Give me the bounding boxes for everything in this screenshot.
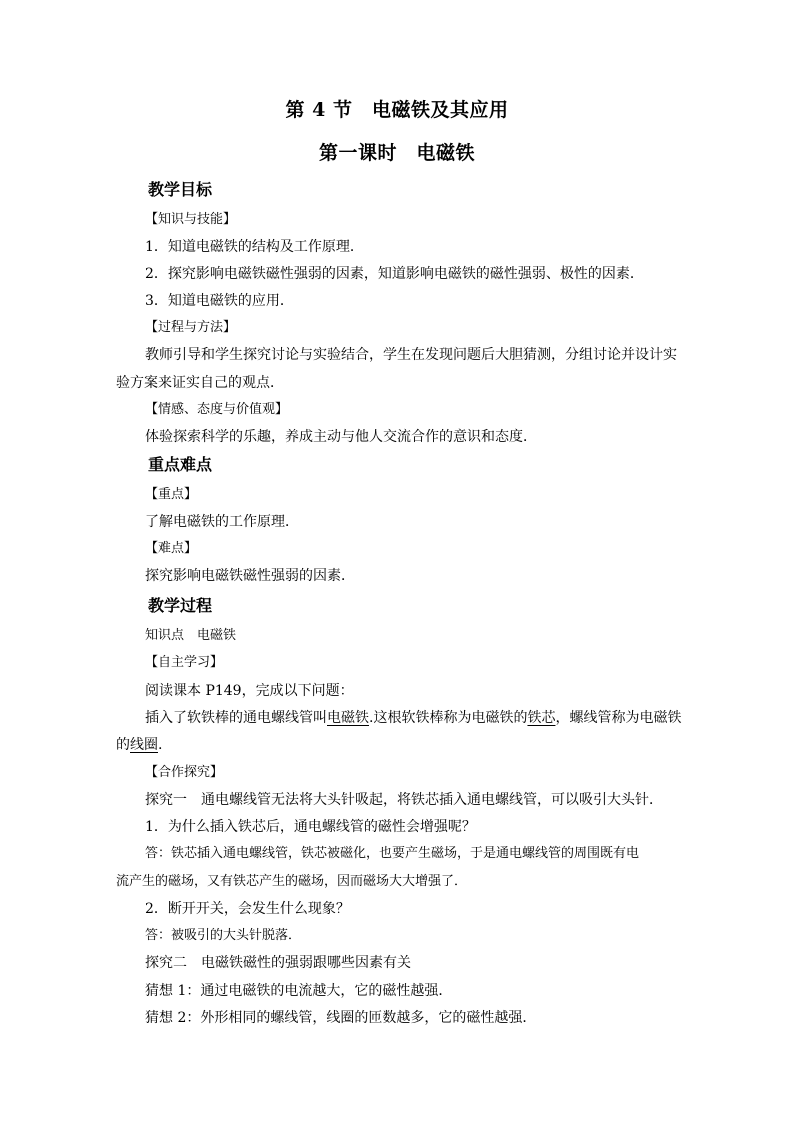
fill-in-line-1 [145,708,681,728]
process-method-line-1: 教师引导和学生探究讨论与实验结合，学生在发现问题后大胆猜测，分组讨论并设计实 [145,347,677,363]
difficulty-label: 【难点】 [145,541,198,556]
fill-text-4: 的 [116,737,130,753]
process-method-label: 【过程与方法】 [145,320,237,335]
knowledge-point-label: 知识点 电磁铁 [145,628,237,643]
answer-1-line-2: 流产生的磁场，又有铁芯产生的磁场，因而磁场大大增强了． [116,874,468,889]
focus-text: 了解电磁铁的工作原理． [145,514,299,530]
answer-electromagnet: 电磁铁 [327,710,369,726]
fill-text-1: 插入了软铁棒的通电螺线管叫 [145,710,327,726]
fill-text-2: .这根软铁棒称为电磁铁的 [369,710,528,726]
knowledge-item-1: 1．知道电磁铁的结构及工作原理． [145,239,364,255]
answer-coil: 线圈 [130,737,158,753]
emotion-label: 【情感、态度与价值观】 [145,402,289,417]
page-title: 第 4 节 电磁铁及其应用 [285,99,509,121]
teaching-process-heading: 教学过程 [148,596,213,615]
answer-2: 答：被吸引的大头针脱落． [145,928,302,943]
knowledge-label: 【知识与技能】 [145,212,237,227]
emotion-text: 体验探索科学的乐趣，养成主动与他人交流合作的意识和态度． [145,429,537,445]
knowledge-item-2: 2．探究影响电磁铁磁性强弱的因素，知道影响电磁铁的磁性强弱、极性的因素． [145,266,644,282]
focus-label: 【重点】 [145,487,198,502]
question-2: 2．断开开关，会发生什么现象？ [145,901,350,917]
fill-in-line-2 [116,735,162,755]
fill-text-5: . [158,737,163,753]
question-1: 1．为什么插入铁芯后，通电螺线管的磁性会增强呢？ [145,819,476,835]
hypothesis-2: 猜想 2：外形相同的螺线管，线圈的匝数越多，它的磁性越强． [145,1010,537,1026]
difficulty-text: 探究影响电磁铁磁性强弱的因素． [145,568,355,584]
explore-two: 探究二 电磁铁磁性的强弱跟哪些因素有关 [145,955,411,971]
self-study-label: 【自主学习】 [145,655,224,670]
read-instruction: 阅读课本 P149，完成以下问题： [145,683,354,699]
answer-iron-core: 铁芯 [527,710,556,726]
explore-one: 探究一 通电螺线管无法将大头针吸起，将铁芯插入通电螺线管，可以吸引大头针． [145,792,663,808]
fill-text-3: ，螺线管称为电磁铁 [555,710,682,726]
objectives-heading: 教学目标 [148,180,213,199]
knowledge-item-3: 3．知道电磁铁的应用． [145,293,294,309]
page-subtitle: 第一课时 电磁铁 [318,142,475,164]
key-points-heading: 重点难点 [148,455,213,474]
process-method-line-2: 验方案来证实自己的观点． [116,375,284,391]
answer-1-line-1: 答：铁芯插入通电螺线管，铁芯被磁化，也要产生磁场，于是通电螺线管的周围既有电 [145,846,640,861]
cooperative-inquiry-label: 【合作探究】 [145,765,224,780]
hypothesis-1: 猜想 1：通过电磁铁的电流越大，它的磁性越强． [145,983,453,999]
